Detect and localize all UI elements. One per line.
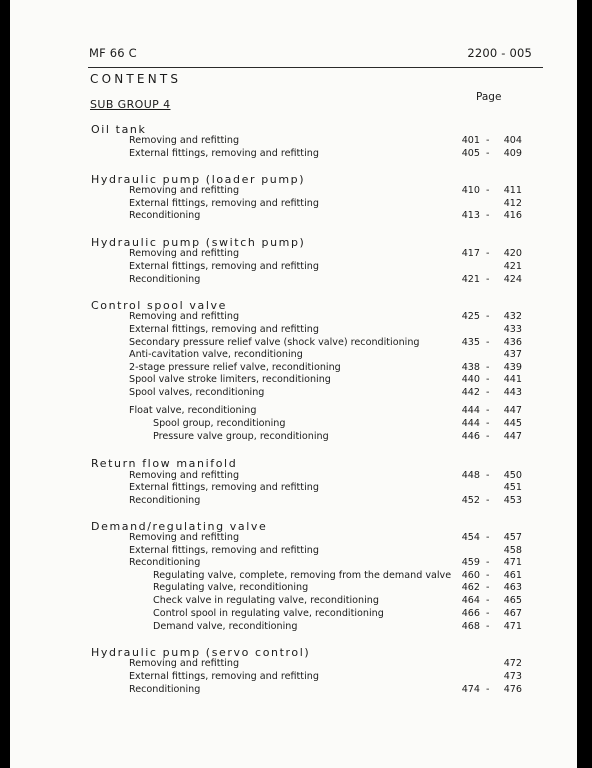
page-end: 465	[503, 595, 522, 606]
entry-label: External fittings, removing and refitting	[129, 261, 319, 272]
document-number: 2200 - 005	[467, 46, 532, 60]
toc-entry	[10, 311, 577, 323]
document-page	[10, 0, 577, 768]
page-end: 473	[503, 671, 522, 682]
section-title: Control spool valve	[91, 299, 227, 312]
page-start: 466	[461, 608, 480, 619]
page-end: 472	[503, 658, 522, 669]
entry-label: External fittings, removing and refitting	[129, 198, 319, 209]
entry-label: Removing and refitting	[129, 532, 240, 543]
toc-entry	[10, 595, 577, 607]
page-end: 471	[503, 621, 522, 632]
page-range-dash: -	[486, 418, 490, 429]
subgroup-title: SUB GROUP 4	[90, 98, 171, 111]
page-end: 467	[503, 608, 522, 619]
page-start: 444	[461, 405, 480, 416]
page-end: 421	[503, 261, 522, 272]
toc-entry	[10, 671, 577, 683]
entry-label: Spool valves, reconditioning	[129, 387, 265, 398]
page-range-dash: -	[486, 557, 490, 568]
toc-entry	[10, 324, 577, 336]
toc-entry	[10, 135, 577, 147]
toc-entry	[10, 261, 577, 273]
toc-entry	[10, 545, 577, 557]
page-end: 437	[503, 349, 522, 360]
page-start: 464	[461, 595, 480, 606]
toc-entry	[10, 148, 577, 160]
page-end: 451	[503, 482, 522, 493]
toc-entry	[10, 349, 577, 361]
page-end: 416	[503, 210, 522, 221]
page-start: 440	[461, 374, 480, 385]
page-end: 443	[503, 387, 522, 398]
toc-entry	[10, 210, 577, 222]
page-end: 447	[503, 431, 522, 442]
page-range-dash: -	[486, 374, 490, 385]
page-end: 432	[503, 311, 522, 322]
toc-entry	[10, 582, 577, 594]
toc-entry	[10, 557, 577, 569]
page-range-dash: -	[486, 595, 490, 606]
section-title: Hydraulic pump (servo control)	[91, 646, 311, 659]
page-start: 417	[461, 248, 480, 259]
section-title: Oil tank	[91, 123, 147, 136]
toc-entry	[10, 274, 577, 286]
toc-entry	[10, 418, 577, 430]
page-range-dash: -	[486, 311, 490, 322]
page-end: 436	[503, 337, 522, 348]
entry-label: External fittings, removing and refitting	[129, 671, 319, 682]
toc-entry	[10, 374, 577, 386]
page-end: 450	[503, 470, 522, 481]
entry-label: Secondary pressure relief valve (shock valve) reconditioning	[129, 337, 420, 348]
page-end: 412	[503, 198, 522, 209]
entry-label: 2-stage pressure relief valve, reconditioning	[129, 362, 341, 373]
page-range-dash: -	[486, 405, 490, 416]
toc-entry	[10, 405, 577, 417]
entry-label: Reconditioning	[129, 557, 201, 568]
page-start: 452	[461, 495, 480, 506]
entry-label: External fittings, removing and refitting	[129, 545, 319, 556]
toc-entry	[10, 198, 577, 210]
page-range-dash: -	[486, 608, 490, 619]
manual-model: MF 66 C	[89, 46, 137, 60]
entry-label: Removing and refitting	[129, 135, 240, 146]
page-start: 460	[461, 570, 480, 581]
page-start: 413	[461, 210, 480, 221]
page-range-dash: -	[486, 210, 490, 221]
page-end: 458	[503, 545, 522, 556]
page-range-dash: -	[486, 387, 490, 398]
entry-label: Removing and refitting	[129, 185, 240, 196]
page-title: CONTENTS	[90, 72, 182, 86]
entry-label: Removing and refitting	[129, 248, 240, 259]
section-title: Return flow manifold	[91, 457, 238, 470]
section-title: Demand/regulating valve	[91, 520, 268, 533]
entry-label: External fittings, removing and refitting	[129, 324, 319, 335]
entry-label: Regulating valve, complete, removing from the demand valve	[153, 570, 452, 581]
page-start: 459	[461, 557, 480, 568]
page-range-dash: -	[486, 337, 490, 348]
page-end: 476	[503, 684, 522, 695]
page-start: 474	[461, 684, 480, 695]
page-range-dash: -	[486, 248, 490, 259]
toc-entry	[10, 248, 577, 260]
page-start: 448	[461, 470, 480, 481]
page-end: 453	[503, 495, 522, 506]
page-start: 468	[461, 621, 480, 632]
entry-label: Reconditioning	[129, 274, 201, 285]
toc-entry	[10, 684, 577, 696]
page-end: 439	[503, 362, 522, 373]
page-end: 461	[503, 570, 522, 581]
entry-label: Pressure valve group, reconditioning	[153, 431, 329, 442]
page-range-dash: -	[486, 684, 490, 695]
page-end: 420	[503, 248, 522, 259]
entry-label: Reconditioning	[129, 495, 201, 506]
page-range-dash: -	[486, 621, 490, 632]
entry-label: Removing and refitting	[129, 470, 240, 481]
toc-entry	[10, 362, 577, 374]
page-end: 447	[503, 405, 522, 416]
entry-label: Regulating valve, reconditioning	[153, 582, 309, 593]
page-range-dash: -	[486, 135, 490, 146]
page-start: 405	[461, 148, 480, 159]
page-start: 435	[461, 337, 480, 348]
page-start: 425	[461, 311, 480, 322]
page-end: 404	[503, 135, 522, 146]
page-end: 424	[503, 274, 522, 285]
page-end: 441	[503, 374, 522, 385]
page-range-dash: -	[486, 570, 490, 581]
page-start: 446	[461, 431, 480, 442]
entry-label: Anti-cavitation valve, reconditioning	[129, 349, 303, 360]
entry-label: Control spool in regulating valve, reconditioning	[153, 608, 384, 619]
entry-label: Reconditioning	[129, 210, 201, 221]
entry-label: External fittings, removing and refitting	[129, 148, 319, 159]
toc-entry	[10, 608, 577, 620]
page-end: 409	[503, 148, 522, 159]
toc-entry	[10, 482, 577, 494]
toc-entry	[10, 532, 577, 544]
toc-entry	[10, 658, 577, 670]
page-end: 471	[503, 557, 522, 568]
page-range-dash: -	[486, 274, 490, 285]
page-end: 457	[503, 532, 522, 543]
page-start: 442	[461, 387, 480, 398]
toc-entry	[10, 470, 577, 482]
entry-label: Spool valve stroke limiters, reconditioning	[129, 374, 331, 385]
section-title: Hydraulic pump (switch pump)	[91, 236, 306, 249]
entry-label: Demand valve, reconditioning	[153, 621, 298, 632]
entry-label: Check valve in regulating valve, reconditioning	[153, 595, 379, 606]
page-range-dash: -	[486, 362, 490, 373]
page-end: 463	[503, 582, 522, 593]
entry-label: External fittings, removing and refitting	[129, 482, 319, 493]
page-range-dash: -	[486, 148, 490, 159]
toc-entry	[10, 570, 577, 582]
page-start: 410	[461, 185, 480, 196]
page-range-dash: -	[486, 495, 490, 506]
toc-entry	[10, 431, 577, 443]
page-range-dash: -	[486, 532, 490, 543]
page-range-dash: -	[486, 185, 490, 196]
page-end: 411	[503, 185, 522, 196]
toc-entry	[10, 185, 577, 197]
page-start: 444	[461, 418, 480, 429]
entry-label: Spool group, reconditioning	[153, 418, 286, 429]
page-start: 401	[461, 135, 480, 146]
page-start: 462	[461, 582, 480, 593]
entry-label: Reconditioning	[129, 684, 201, 695]
entry-label: Float valve, reconditioning	[129, 405, 257, 416]
toc-entry	[10, 337, 577, 349]
toc-entry	[10, 387, 577, 399]
header-rule	[88, 67, 543, 68]
entry-label: Removing and refitting	[129, 311, 240, 322]
page-end: 433	[503, 324, 522, 335]
page-end: 445	[503, 418, 522, 429]
section-title: Hydraulic pump (loader pump)	[91, 173, 306, 186]
toc-entry	[10, 621, 577, 633]
page-start: 421	[461, 274, 480, 285]
page-start: 438	[461, 362, 480, 373]
entry-label: Removing and refitting	[129, 658, 240, 669]
page-range-dash: -	[486, 431, 490, 442]
page-column-header: Page	[476, 91, 502, 103]
page-range-dash: -	[486, 582, 490, 593]
page-range-dash: -	[486, 470, 490, 481]
toc-entry	[10, 495, 577, 507]
page-start: 454	[461, 532, 480, 543]
